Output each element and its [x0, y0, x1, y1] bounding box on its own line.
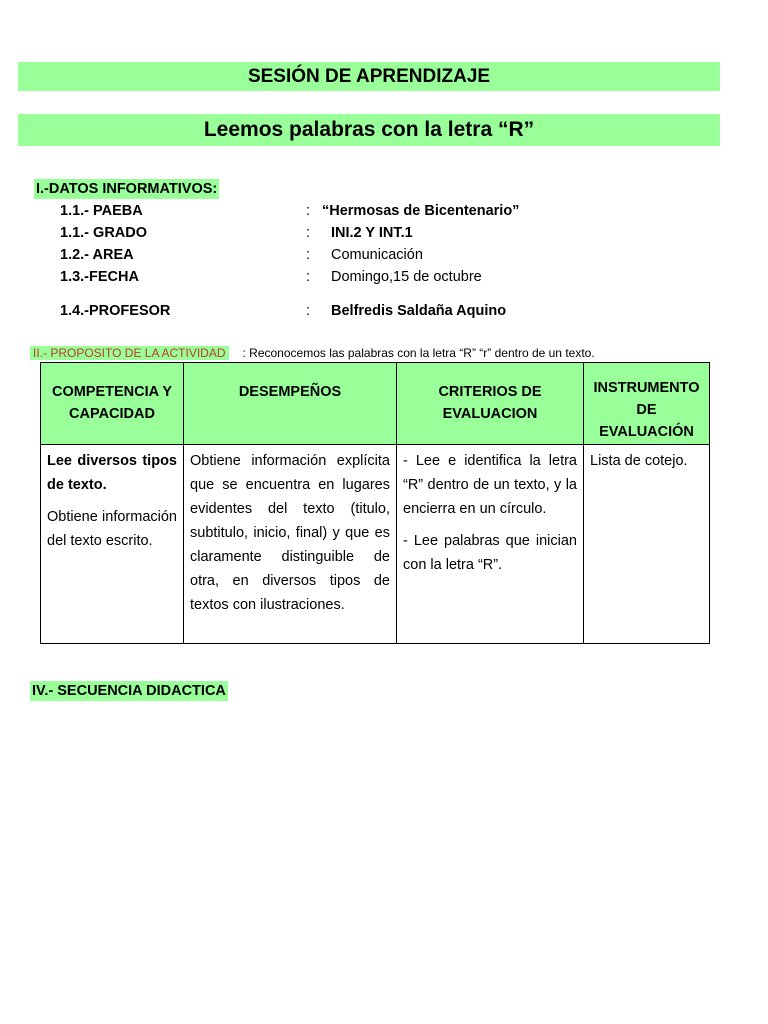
info-colon: : — [306, 303, 311, 319]
table-header-row — [41, 363, 710, 445]
info-colon: : — [306, 269, 311, 285]
info-row-area — [0, 245, 768, 265]
info-row-fecha — [0, 267, 768, 287]
info-value: Belfredis Saldaña Aquino — [331, 303, 507, 319]
info-row-profesor — [0, 301, 768, 321]
cell-competencia — [41, 445, 184, 644]
datos-informativos-heading: I.-DATOS INFORMATIVOS: — [36, 181, 218, 197]
info-label: 1.1.- GRADO — [60, 225, 148, 241]
capacidad-text: Obtiene información del texto escrito. — [47, 509, 177, 549]
proposito-text: : Reconocemos las palabras con la letra “R” “r” dentro de un texto. — [242, 346, 595, 360]
info-row-paeba — [0, 201, 768, 221]
criterio-item: - Lee e identifica la letra “R” dentro de un texto, y la encierra en un círculo. — [403, 453, 577, 517]
session-subtitle: Leemos palabras con la letra “R” — [18, 114, 720, 146]
page-title: SESIÓN DE APRENDIZAJE — [18, 62, 720, 91]
cell-desempenos — [184, 445, 397, 644]
info-value: “Hermosas de Bicentenario” — [322, 203, 520, 219]
info-label: 1.3.-FECHA — [60, 269, 139, 285]
secuencia-didactica-heading: IV.- SECUENCIA DIDACTICA — [32, 683, 226, 699]
proposito-line — [30, 344, 595, 362]
evaluation-table — [40, 362, 710, 644]
cell-instrumento — [584, 445, 710, 644]
header-instrumento: INSTRUMENTO DE EVALUACIÓN — [584, 363, 710, 445]
info-label: 1.1.- PAEBA — [60, 203, 143, 219]
info-value: Comunicación — [331, 247, 423, 263]
table-row — [41, 445, 710, 644]
desempenos-text: Obtiene información explícita que se encuentra en lugares evidentes del texto (titulo, subtitulo, inicio, final) y que es claramente distinguible de otra, en diversos tipos de textos con ilustraciones. — [190, 453, 390, 613]
header-criterios: CRITERIOS DE EVALUACION — [397, 363, 584, 445]
info-label: 1.2.- AREA — [60, 247, 134, 263]
cell-criterios — [397, 445, 584, 644]
info-row-grado — [0, 223, 768, 243]
info-colon: : — [306, 247, 311, 263]
header-desempenos: DESEMPEÑOS — [184, 363, 397, 445]
header-competencia: COMPETENCIA Y CAPACIDAD — [41, 363, 184, 445]
competencia-text: Lee diversos tipos de texto. — [47, 453, 177, 493]
info-colon: : — [306, 203, 311, 219]
info-colon: : — [306, 225, 311, 241]
instrumento-text: Lista de cotejo. — [590, 453, 688, 469]
info-label: 1.4.-PROFESOR — [60, 303, 171, 319]
criterio-item: - Lee palabras que inician con la letra “R”. — [403, 533, 577, 573]
proposito-label: II.- PROPOSITO DE LA ACTIVIDAD — [30, 346, 229, 360]
info-value: INI.2 Y INT.1 — [331, 225, 413, 241]
info-value: Domingo,15 de octubre — [331, 269, 482, 285]
